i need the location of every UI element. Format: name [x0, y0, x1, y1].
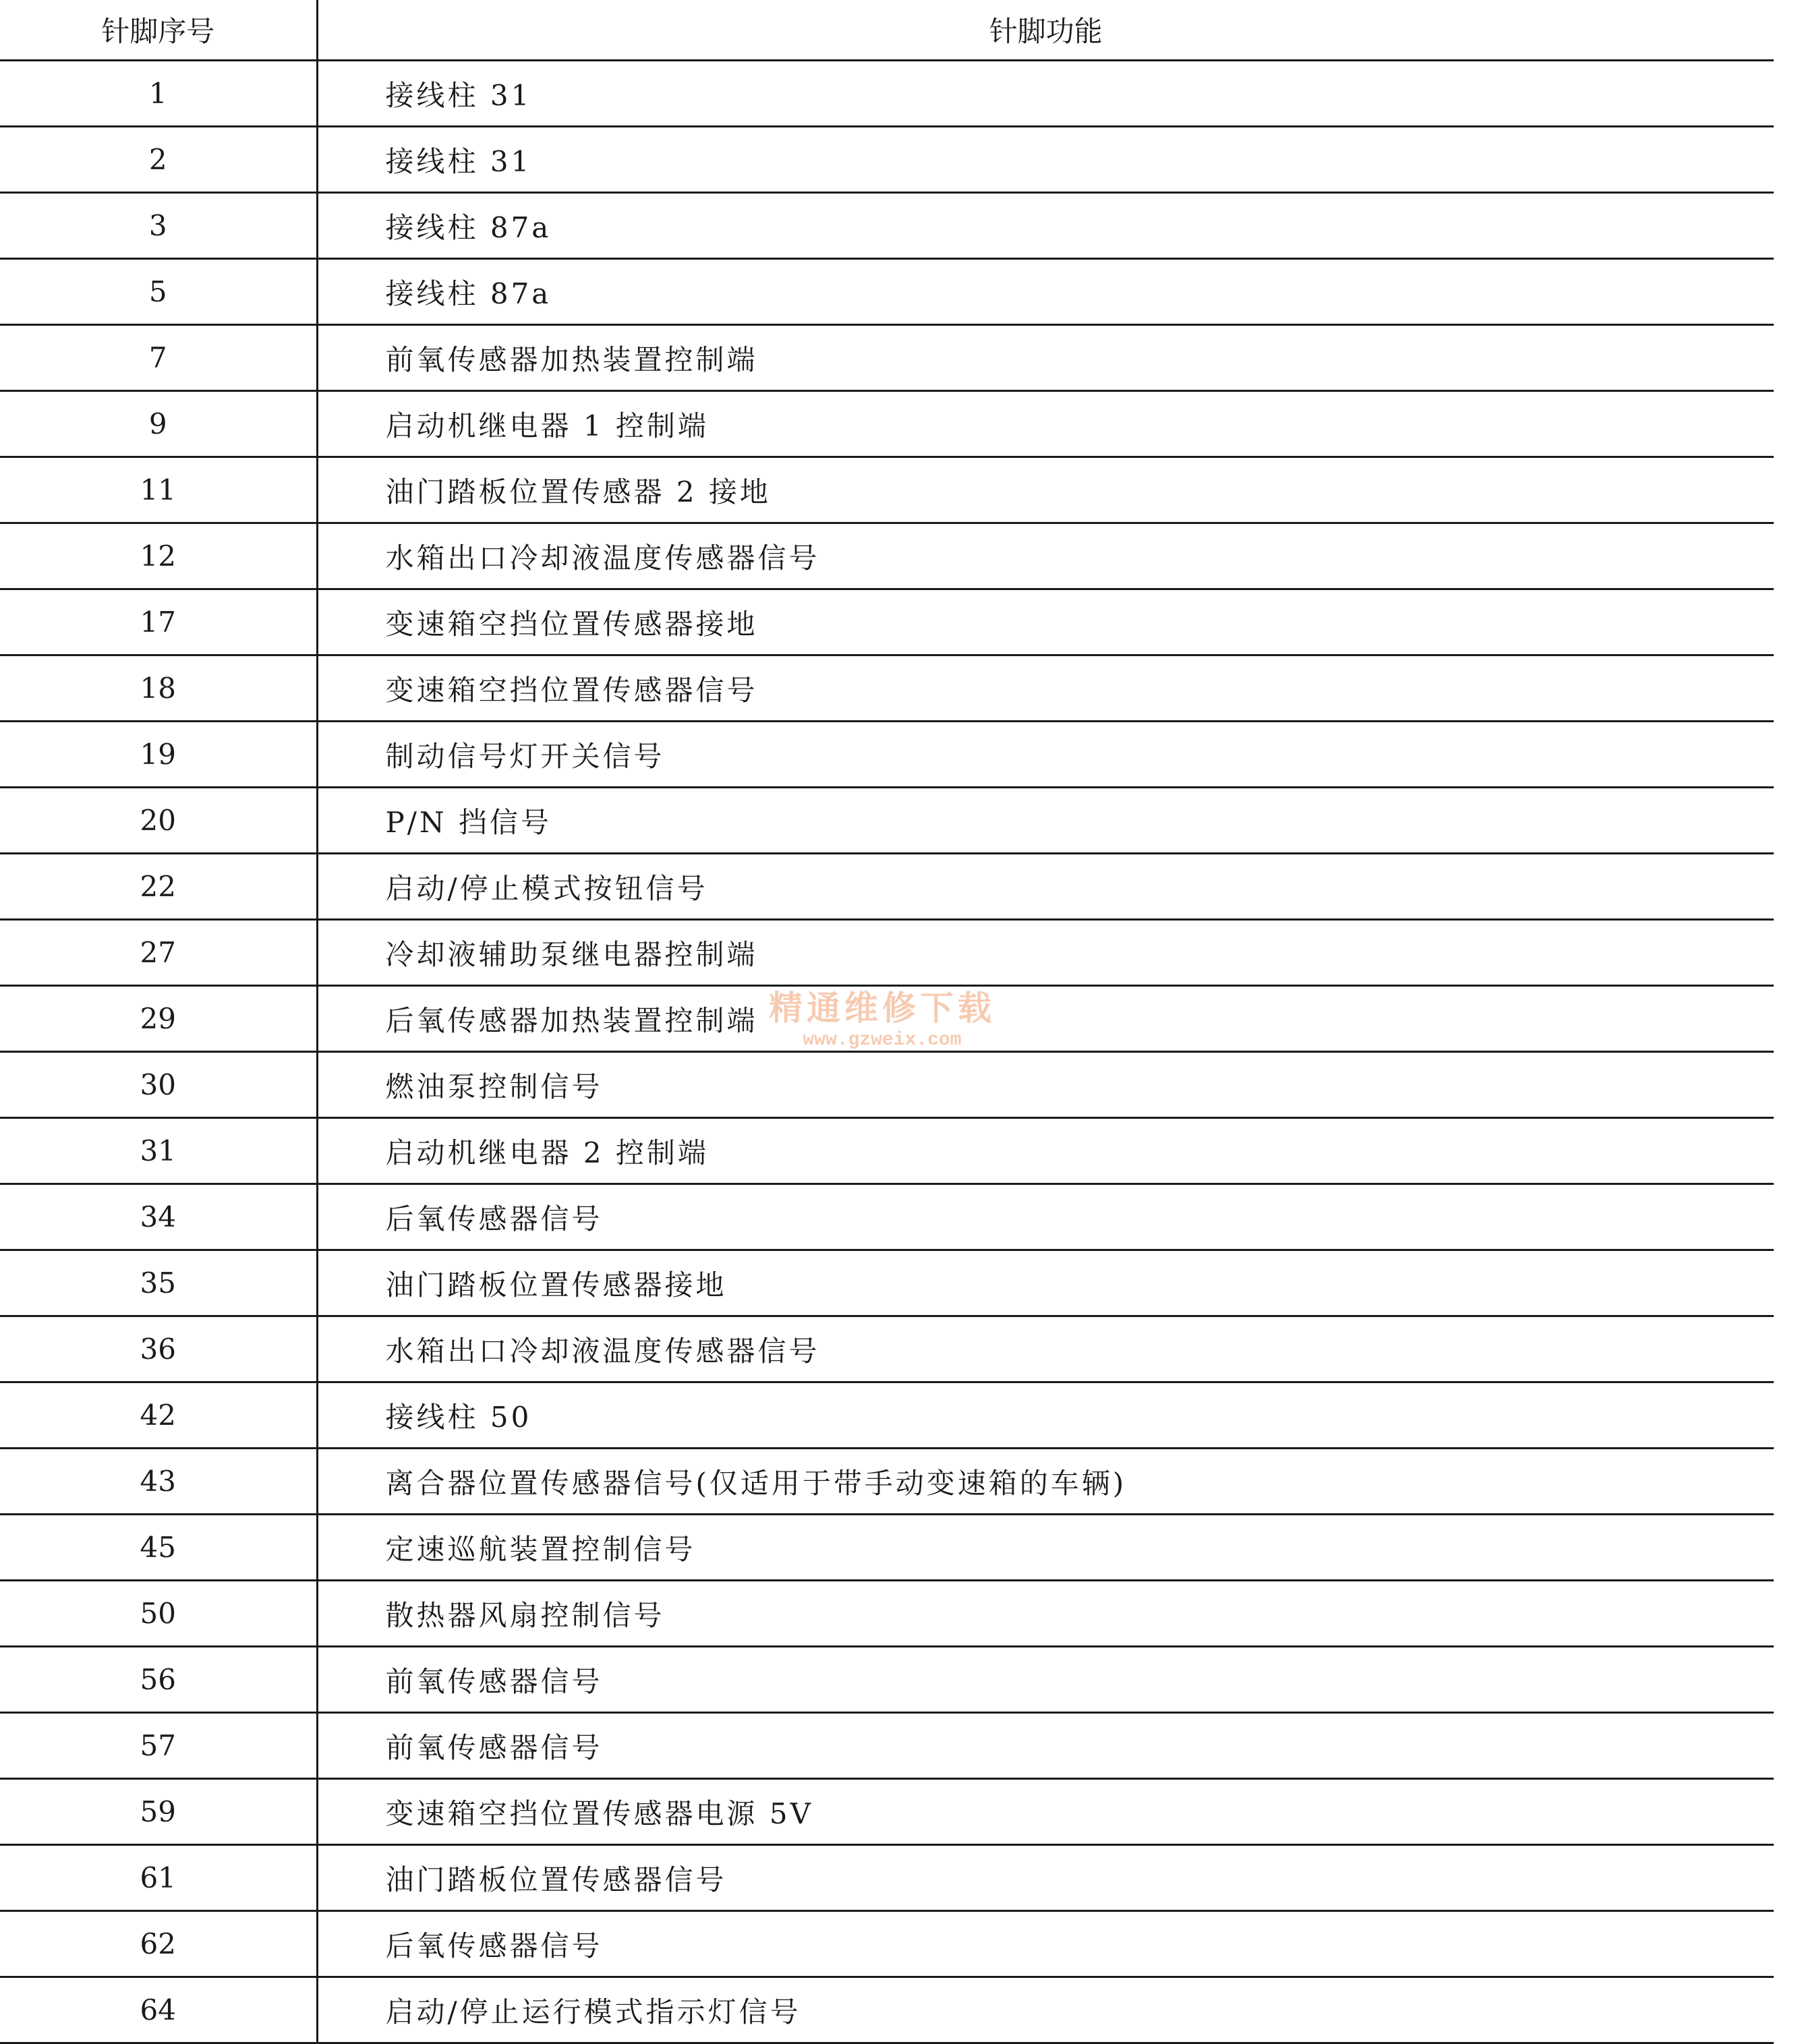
pin-number-cell: 62 [0, 1911, 317, 1977]
table-row [0, 391, 1774, 457]
table-row [0, 1977, 1774, 2043]
table-row [0, 589, 1774, 655]
header-pin-function: 针脚功能 [317, 0, 1774, 61]
pin-function-cell: 水箱出口冷却液温度传感器信号 [317, 1316, 1774, 1382]
pin-function-cell: 接线柱 87a [317, 259, 1774, 325]
pin-number-cell: 42 [0, 1382, 317, 1449]
watermark-text: 精通维修下载 [769, 989, 995, 1028]
table-row [0, 457, 1774, 523]
pin-number-cell: 45 [0, 1515, 317, 1581]
pin-number-cell: 9 [0, 391, 317, 457]
table-row [0, 61, 1774, 127]
pin-function-cell: 后氧传感器加热装置控制端 [317, 986, 1774, 1052]
pin-function-cell: 变速箱空挡位置传感器信号 [317, 655, 1774, 722]
pin-number-cell: 34 [0, 1184, 317, 1250]
table-row [0, 259, 1774, 325]
table-row [0, 1382, 1774, 1449]
pin-number-cell: 2 [0, 127, 317, 193]
pin-number-cell: 7 [0, 325, 317, 391]
pin-number-cell: 17 [0, 589, 317, 655]
table-row [0, 1250, 1774, 1316]
table-row [0, 920, 1774, 986]
pin-number-cell: 11 [0, 457, 317, 523]
pin-function-cell: 变速箱空挡位置传感器接地 [317, 589, 1774, 655]
pin-number-cell: 5 [0, 259, 317, 325]
pin-number-cell: 30 [0, 1052, 317, 1118]
pin-function-cell: 后氧传感器信号 [317, 1911, 1774, 1977]
pin-function-cell: 离合器位置传感器信号(仅适用于带手动变速箱的车辆) [317, 1449, 1774, 1515]
pin-function-cell: 接线柱 87a [317, 193, 1774, 259]
pin-number-cell: 36 [0, 1316, 317, 1382]
table-body [0, 61, 1774, 2043]
pin-function-cell: 启动机继电器 1 控制端 [317, 391, 1774, 457]
pin-function-cell: 水箱出口冷却液温度传感器信号 [317, 523, 1774, 589]
table-row [0, 1713, 1774, 1779]
pin-number-cell: 61 [0, 1845, 317, 1911]
table-row [0, 1647, 1774, 1713]
header-pin-number: 针脚序号 [0, 0, 317, 61]
pin-function-cell: 启动机继电器 2 控制端 [317, 1118, 1774, 1184]
table-row [0, 1184, 1774, 1250]
pin-number-cell: 59 [0, 1779, 317, 1845]
table-header-row [0, 0, 1774, 61]
pin-function-cell: 启动/停止模式按钮信号 [317, 854, 1774, 920]
table-row [0, 523, 1774, 589]
pin-number-cell: 43 [0, 1449, 317, 1515]
table-row [0, 325, 1774, 391]
table-row [0, 1911, 1774, 1977]
watermark-url: www.gzweix.com [803, 1030, 962, 1051]
table-row [0, 127, 1774, 193]
table-row [0, 722, 1774, 788]
pin-function-cell: 燃油泵控制信号 [317, 1052, 1774, 1118]
pin-number-cell: 35 [0, 1250, 317, 1316]
pin-number-cell: 27 [0, 920, 317, 986]
pin-number-cell: 22 [0, 854, 317, 920]
pin-number-cell: 29 [0, 986, 317, 1052]
pin-function-cell: 前氧传感器加热装置控制端 [317, 325, 1774, 391]
table-row [0, 193, 1774, 259]
pin-function-cell: 后氧传感器信号 [317, 1184, 1774, 1250]
pin-number-cell: 20 [0, 788, 317, 854]
table-row [0, 1779, 1774, 1845]
table-row [0, 1581, 1774, 1647]
pin-function-cell: P/N 挡信号 [317, 788, 1774, 854]
pin-number-cell: 18 [0, 655, 317, 722]
table-row [0, 1316, 1774, 1382]
pin-function-cell: 接线柱 31 [317, 127, 1774, 193]
table-row [0, 1052, 1774, 1118]
pin-number-cell: 3 [0, 193, 317, 259]
table-row [0, 1515, 1774, 1581]
pin-number-cell: 50 [0, 1581, 317, 1647]
pin-function-cell: 前氧传感器信号 [317, 1647, 1774, 1713]
table-row [0, 854, 1774, 920]
pin-function-cell: 启动/停止运行模式指示灯信号 [317, 1977, 1774, 2043]
pin-function-cell: 油门踏板位置传感器信号 [317, 1845, 1774, 1911]
table-row [0, 1845, 1774, 1911]
pin-function-cell: 散热器风扇控制信号 [317, 1581, 1774, 1647]
table-row [0, 986, 1774, 1052]
pin-function-cell: 油门踏板位置传感器接地 [317, 1250, 1774, 1316]
table-row [0, 655, 1774, 722]
pin-function-cell: 变速箱空挡位置传感器电源 5V [317, 1779, 1774, 1845]
table-row [0, 1449, 1774, 1515]
pin-function-cell: 接线柱 31 [317, 61, 1774, 127]
pin-number-cell: 56 [0, 1647, 317, 1713]
pin-number-cell: 19 [0, 722, 317, 788]
table-row [0, 788, 1774, 854]
table-row [0, 1118, 1774, 1184]
pin-function-cell: 接线柱 50 [317, 1382, 1774, 1449]
pin-number-cell: 64 [0, 1977, 317, 2043]
pin-number-cell: 57 [0, 1713, 317, 1779]
pin-function-cell: 冷却液辅助泵继电器控制端 [317, 920, 1774, 986]
pin-number-cell: 31 [0, 1118, 317, 1184]
pin-function-cell: 定速巡航装置控制信号 [317, 1515, 1774, 1581]
pin-number-cell: 1 [0, 61, 317, 127]
pin-function-cell: 制动信号灯开关信号 [317, 722, 1774, 788]
pin-function-cell: 前氧传感器信号 [317, 1713, 1774, 1779]
pin-number-cell: 12 [0, 523, 317, 589]
pin-function-cell: 油门踏板位置传感器 2 接地 [317, 457, 1774, 523]
